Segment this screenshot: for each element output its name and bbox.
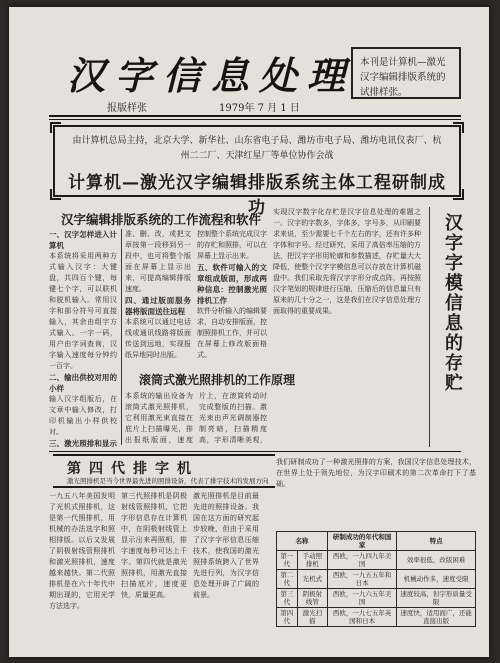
generations-column-2: 第三代照排机是阴极射线管照排机，它把字形信息存在计算机中，在阴极射线管上显示出来再照相，排字速度每秒可达上千字。第四代就是激光照排机，用激光直接扫描底片，速度更快，质量更高。 [121,492,187,599]
article1-subhead: 四、通过版面服务器将版面送往远程 [125,296,191,316]
table-header-row [277,532,476,551]
banner-corner [50,189,61,200]
table-row [277,608,476,627]
article-right-body: 实现汉字数字化存贮是汉字信息处理的难题之一。汉字的字数多，字体多，字号多，从印刷要求来说，至少需要七千个左右的字，还有许多种字体和字号。经过研究，采用了高倍率压缩的方法，把汉字字形用轮廓和参数描述，存贮量大大降低，使整个汉字字模信息可以存放在计算机磁盘中。我们采取先将汉字字形分成点阵，再按照汉字笔划的规律进行压缩，压缩后的信息量只有原来的几十分之一，这是我们在汉字信息处理方面取得的重要成果。 [273,208,421,315]
article1-column-3 [197,229,267,365]
table-header: 特点 [397,532,476,551]
column-divider [429,207,430,447]
table-cell: 效率很低，改版困难 [397,551,476,570]
lead-banner [53,125,461,218]
table-cell: 第四代 [277,608,298,627]
table-cell: 西欧，一九七五年英国和日本 [327,608,396,627]
table-cell: 第三代 [277,589,298,608]
table-row [277,589,476,608]
generations-column-4: 我们研制成功了一种激光照排的方案，我国汉字信息处理技术，在世界上处于领先地位，为汉字印刷术的第二次革命打下了基础。 [276,458,476,488]
notice-box: 本刊是计算机—激光汉字编辑排版系统的试排样张。 [351,47,461,99]
generations-subline: 激光照排机是当今世界最先进的照排设备，代表了排字技术的发展方向 [67,477,269,485]
table-row [277,570,476,589]
article1-column-1 [49,229,117,447]
article1-subhead: 三、激光照排和显示 [49,439,117,447]
article1-column-2 [125,229,191,365]
article1-body: 准、删、改，或把文章按第一段移到另一段中，也可将整个版面在屏幕上显示出来，可提高编辑排版速度。 [125,230,191,293]
generations-table [276,531,476,627]
column-divider [121,229,122,445]
table-cell: 机械动作多，速度受限 [397,570,476,589]
article1-subhead: 五、软件可输入的文章组成版面，形成两种信息：控制激光照排机工作 [197,263,267,305]
table-header: 名称 [277,532,328,551]
article2-column-2: 片上，在滚筒转动时完成整版的扫描。激光束由声光调制器控制亮暗，扫描精度高，字形清晰美观， [199,392,267,444]
banner-headline: 计算机—激光汉字编辑排版系统主体工程研制成功 [68,173,446,218]
table-cell: 速度较高，但字形质量受限 [397,589,476,608]
generations-column-1: 一九五八年美国发明了光机式照排机，这是第一代照排机，用机械的办法选字和照相排版。以后又发展了阴极射线管照排机和激光照排机，速度越来越快。第二代照排机是在六十年代中期出现的，它用光学方法选字。 [49,492,115,610]
article2-column-1: 本系统的输出设备为滚筒式激光照排机，它利用激光束直接在底片上扫描曝光，排出报纸版面，速度 [125,392,193,444]
generations-headline: 第四代排字机 [67,461,199,477]
table-cell: 西欧，一九六五年美国 [327,589,396,608]
banner-corner [453,122,464,133]
table-cell: 第一代 [277,551,298,570]
table-cell: 阴极射线管 [297,589,327,608]
article1-body: 本系统可以通过电话线或通讯线路将版面传送到远地，实现报纸异地同时出版。 [125,318,191,359]
table-cell: 西欧，一九四九年美国 [327,551,396,570]
table-row [277,551,476,570]
article2-headline: 滚筒式激光照排机的工作原理 [139,373,296,387]
article1-subhead: 二、输出供校对用的小样 [49,373,117,393]
table-header: 研制成功的年代和国家 [327,532,396,551]
edition-label: 报版样张 [107,103,147,114]
table-cell: 光机式 [297,570,327,589]
table-cell: 速度快，适用面广，还能直接出版 [397,608,476,627]
article1-headline: 汉字编辑排版系统的工作流程和软件 [61,212,262,227]
generations-column-3: 激光照排机是目前最先进的照排设备。我国在这方面的研究起步较晚，但由于采用了汉字字形信息压缩技术，使我国的激光照排系统跨入了世界先进行列，为汉字信息处理开辟了广阔的前景。 [193,492,259,599]
article1-subhead: 一、汉字怎样进入计算机 [49,230,117,250]
banner-corner [453,189,464,200]
masthead-rule-thin [49,119,461,120]
table-cell: 第二代 [277,570,298,589]
table-cell: 激光扫描 [297,608,327,627]
table-cell: 西欧，一九五五年和日本 [327,570,396,589]
section-rule [49,451,461,452]
banner-organizers: 由计算机总局主持，北京大学、新华社、山东省电子局、潍坊市电子局、潍坊电讯仪表厂、杭州二二厂、天津红星厂等单位协作会战 [72,136,442,161]
article1-body: 软件分析输入的编辑要求，自动安排版面，控制照排机工作，并可以在屏幕上修改版面格式。 [197,307,267,359]
vertical-headline: 汉字字模信息的存贮 [442,213,463,393]
table-cell: 手动照排机 [297,551,327,570]
issue-date: 1979年 7 月 1 日 [219,103,300,114]
article1-body: 本系统将采用两种方式输入汉字：大键盘，共四百个键，每键七个字，可以联机和脱机输入。常用汉字和部分符号可直接输入，其余由组字方式输入。一字一码，用户由字词查询，汉字输入速度每分钟约一百字。 [49,252,117,370]
article1-body: 控制整个系统完成汉字的存贮和照排，可以在屏幕上显示出来。 [197,230,267,260]
banner-corner [50,122,61,133]
newspaper-page [9,7,489,657]
article1-body: 输入汉字组版后，在文章中输入修改，打印机输出小样供校对。 [49,395,117,436]
generations-header [53,454,275,488]
masthead-title: 汉字信息处理 [67,53,356,98]
masthead-rule [49,115,461,117]
